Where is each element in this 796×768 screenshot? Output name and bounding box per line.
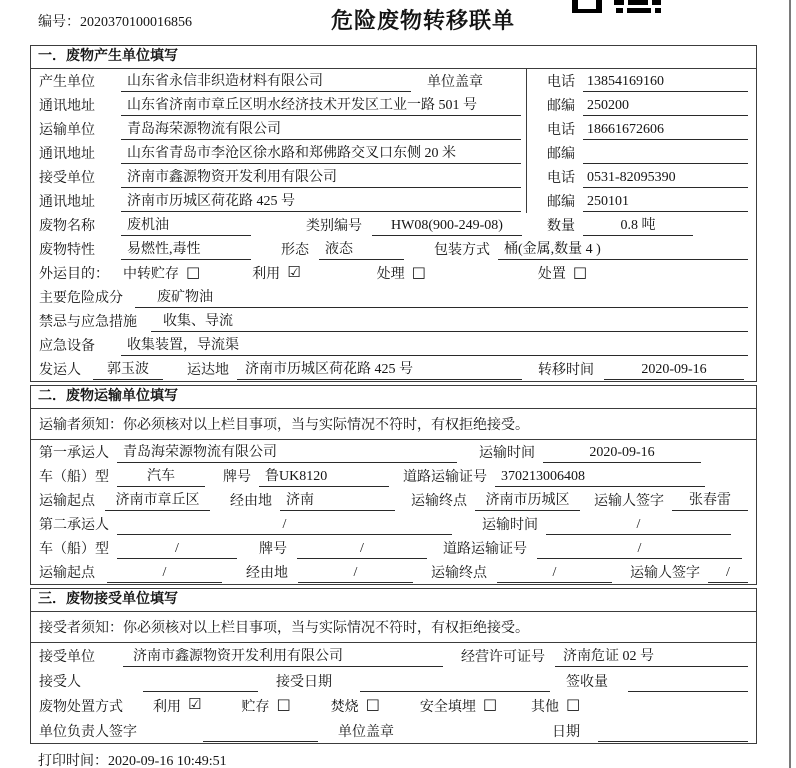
serial-value: 2020370100016856 [80, 15, 192, 30]
destination-label: 运达地 [187, 363, 229, 378]
producer-phone-group [526, 69, 748, 93]
route-end-field-2: / [497, 564, 612, 583]
receiver-zip-label: 邮编 [547, 195, 575, 210]
permit-field: 济南危证 02 号 [555, 648, 748, 667]
road-license-field-2: / [537, 540, 742, 559]
section-receiver-header: 三．废物接受单位填写 [31, 589, 756, 612]
transport-time-field-2: / [546, 516, 731, 535]
route-start-field-2: / [107, 564, 222, 583]
receiver-addr-field: 济南市历城区荷花路 425 号 [121, 193, 521, 212]
road-license-label-2: 道路运输证号 [443, 542, 527, 557]
row-route-1 [31, 488, 756, 512]
destination-field: 济南市历城区荷花路 425 号 [237, 361, 522, 380]
transporter-zip-label: 邮编 [547, 147, 575, 162]
receiving-unit-field: 济南市鑫源物资开发利用有限公司 [123, 648, 443, 667]
row-route-2 [31, 560, 756, 584]
receiver-notice-text: 接受者须知：你必须核对以上栏目事项，当与实际情况不符时，有权拒绝接受。 [39, 621, 529, 636]
row-waste-traits [31, 237, 756, 261]
carrier-sign-field-1: 张春雷 [672, 492, 748, 511]
plate-field-2: / [297, 540, 427, 559]
receiver-zip-field: 250101 [583, 193, 748, 212]
waste-form-field: 液态 [319, 241, 404, 260]
packaging-field: 桶(金属,数量 4 ) [498, 241, 748, 260]
responsible-sign-label: 单位负责人签字 [39, 724, 137, 740]
row-producer [31, 69, 756, 93]
waste-code-label: 类别编号 [306, 219, 362, 234]
producer-value-field: 山东省永信非织造材料有限公司 [121, 73, 411, 92]
receiver-notice [31, 612, 756, 643]
transporter-tel-field: 18661672606 [583, 121, 748, 140]
route-via-field-2: / [298, 564, 413, 583]
first-carrier-field: 青岛海荣源物流有限公司 [117, 444, 457, 463]
row-receiver-address [31, 189, 756, 213]
plate-label-2: 牌号 [259, 542, 287, 557]
print-time-line [38, 750, 227, 768]
disposal-option-landfill: 安全填埋 [419, 699, 476, 715]
producer-tel-field: 13854169160 [583, 73, 748, 92]
transporter-zip-group [526, 141, 748, 165]
transporter-notice [31, 409, 756, 440]
row-hazard-component [31, 285, 756, 309]
checkbox-disposal-other: □ [566, 695, 581, 713]
vehicle-type-label-2: 车（船）型 [39, 542, 109, 557]
transport-time-label-2: 运输时间 [482, 518, 538, 533]
dispatcher-label: 发运人 [39, 363, 81, 378]
waste-name-label: 废物名称 [39, 219, 95, 234]
second-carrier-label: 第二承运人 [39, 518, 109, 533]
transporter-phone-group [526, 117, 748, 141]
carrier-sign-label-2: 运输人签字 [630, 566, 700, 581]
checkbox-treatment: □ [411, 262, 426, 281]
carrier-sign-field-2: / [708, 564, 748, 583]
sign-date-label: 日期 [552, 724, 580, 740]
route-via-label-1: 经由地 [230, 494, 272, 509]
waste-traits-label: 废物特性 [39, 243, 95, 258]
checkbox-disposal-incineration: □ [365, 695, 380, 713]
hazard-field: 废矿物油 [135, 289, 748, 308]
sign-date-field [598, 723, 748, 742]
transporter-value-field: 青岛海荣源物流有限公司 [121, 121, 521, 140]
checkbox-disposal-reuse: ☑ [188, 695, 202, 713]
section-producer [30, 45, 757, 382]
road-license-field-1: 370213006408 [495, 468, 705, 487]
receiver-tel-label: 电话 [547, 171, 575, 186]
row-first-carrier [31, 440, 756, 464]
route-via-label-2: 经由地 [246, 566, 288, 581]
route-start-label-2: 运输起点 [39, 566, 95, 581]
acceptor-label: 接受人 [39, 674, 81, 690]
checkbox-disposal-landfill: □ [482, 695, 498, 713]
checkbox-transfer-storage: □ [186, 262, 201, 281]
print-time-value: 2020-09-16 10:49:51 [108, 754, 227, 768]
waste-name-field: 废机油 [121, 217, 251, 236]
producer-zip-label: 邮编 [547, 99, 575, 114]
receiving-unit-label: 接受单位 [39, 649, 95, 665]
accept-date-label: 接受日期 [276, 674, 332, 690]
section-transporter [30, 385, 757, 585]
row-emergency-equipment [31, 333, 756, 357]
taboo-label: 禁忌与应急措施 [39, 315, 137, 330]
checkbox-reuse: ☑ [287, 262, 301, 281]
row-vehicle-1 [31, 464, 756, 488]
equipment-label: 应急设备 [39, 339, 95, 354]
received-qty-field [628, 673, 748, 692]
document-title: 危险废物转移联单 [331, 8, 516, 33]
vehicle-type-label-1: 车（船）型 [39, 470, 109, 485]
first-carrier-label: 第一承运人 [39, 446, 109, 461]
print-time-label: 打印时间： [38, 754, 108, 768]
waste-form-label: 形态 [281, 243, 309, 258]
transporter-notice-text: 运输者须知：你必须核对以上栏目事项，当与实际情况不符时，有权拒绝接受。 [39, 418, 529, 433]
route-start-field-1: 济南市章丘区 [105, 492, 210, 511]
row-transporter [31, 117, 756, 141]
unit-seal-label: 单位盖章 [338, 724, 394, 740]
row-receiver [31, 165, 756, 189]
row-disposal-method [31, 693, 756, 718]
transporter-addr-label: 通讯地址 [39, 147, 95, 162]
vehicle-type-field-1: 汽车 [117, 468, 205, 487]
route-via-field-1: 济南 [280, 492, 395, 511]
row-dispatch [31, 357, 756, 381]
receiver-phone-group [526, 165, 748, 189]
row-producer-address [31, 93, 756, 117]
waste-code-field: HW08(900-249-08) [372, 217, 522, 236]
route-end-label-2: 运输终点 [431, 566, 487, 581]
producer-label: 产生单位 [39, 75, 95, 90]
transfer-time-label: 转移时间 [538, 363, 594, 378]
vehicle-type-field-2: / [117, 540, 237, 559]
receiver-label: 接受单位 [39, 171, 95, 186]
section-receiver [30, 588, 757, 744]
section-transporter-header: 二．废物运输单位填写 [31, 386, 756, 409]
road-license-label-1: 道路运输证号 [403, 470, 487, 485]
dispatcher-field: 郭玉波 [93, 361, 163, 380]
transfer-time-field: 2020-09-16 [604, 361, 744, 380]
row-transporter-address [31, 141, 756, 165]
transport-time-field-1: 2020-09-16 [543, 444, 701, 463]
plate-label-1: 牌号 [223, 470, 251, 485]
hazard-label: 主要危险成分 [39, 291, 123, 306]
purpose-label: 外运目的： [39, 267, 109, 282]
accept-date-field [360, 673, 550, 692]
purpose-option-treatment: 处理 [376, 267, 405, 282]
waste-qty-label: 数量 [547, 219, 575, 234]
carrier-sign-label-1: 运输人签字 [594, 494, 664, 509]
producer-addr-label: 通讯地址 [39, 99, 95, 114]
receiver-value-field: 济南市鑫源物资开发利用有限公司 [121, 169, 521, 188]
row-second-carrier [31, 512, 756, 536]
purpose-option-disposal: 处置 [537, 267, 566, 282]
equipment-field: 收集装置，导流渠 [121, 337, 748, 356]
disposal-option-incineration: 焚烧 [330, 699, 359, 715]
taboo-field: 收集、导流 [151, 313, 748, 332]
receiver-addr-label: 通讯地址 [39, 195, 95, 210]
transport-time-label-1: 运输时间 [479, 446, 535, 461]
disposal-method-label: 废物处置方式 [39, 699, 123, 715]
waste-qty-field: 0.8 吨 [583, 217, 693, 236]
row-transfer-purpose [31, 261, 756, 285]
purpose-option-transfer-storage: 中转贮存 [123, 267, 179, 282]
second-carrier-field: / [117, 516, 452, 535]
waste-traits-field: 易燃性,毒性 [121, 241, 251, 260]
received-qty-label: 签收量 [566, 674, 608, 690]
producer-tel-label: 电话 [547, 75, 575, 90]
producer-addr-field: 山东省济南市章丘区明水经济技术开发区工业一路 501 号 [121, 97, 521, 116]
serial-number-line [38, 11, 192, 31]
manifest-form [30, 45, 757, 744]
producer-zip-field: 250200 [583, 97, 748, 116]
disposal-option-other: 其他 [531, 699, 560, 715]
receiver-zip-group [526, 189, 748, 213]
row-responsible-signature [31, 718, 756, 743]
route-start-label-1: 运输起点 [39, 494, 95, 509]
acceptor-field [143, 673, 258, 692]
disposal-option-storage: 贮存 [241, 699, 270, 715]
packaging-label: 包装方式 [434, 243, 490, 258]
qr-code-fragment [572, 0, 662, 18]
transporter-label: 运输单位 [39, 123, 95, 138]
checkbox-disposal: □ [572, 262, 588, 281]
row-waste-name [31, 213, 756, 237]
checkbox-disposal-storage: □ [276, 695, 291, 713]
transporter-zip-field [583, 145, 748, 164]
purpose-option-reuse: 利用 [252, 267, 281, 282]
section-producer-header: 一．废物产生单位填写 [31, 46, 756, 69]
responsible-sign-field [203, 723, 318, 742]
row-vehicle-2 [31, 536, 756, 560]
row-taboo-measures [31, 309, 756, 333]
disposal-option-reuse: 利用 [153, 699, 181, 715]
route-end-label-1: 运输终点 [411, 494, 467, 509]
transporter-tel-label: 电话 [547, 123, 575, 138]
transporter-addr-field: 山东省青岛市李沧区徐水路和郑佛路交叉口东侧 20 米 [121, 145, 521, 164]
producer-seal-label: 单位盖章 [427, 75, 483, 90]
plate-field-1: 鲁UK8120 [259, 468, 389, 487]
page-scan-edge-line [789, 0, 791, 768]
receiver-tel-field: 0531-82095390 [583, 169, 748, 188]
row-receiving-unit [31, 643, 756, 668]
route-end-field-1: 济南市历城区 [475, 492, 580, 511]
serial-label: 编号： [38, 15, 80, 30]
row-acceptance [31, 668, 756, 693]
producer-zip-group [526, 93, 748, 117]
permit-label: 经营许可证号 [461, 649, 545, 665]
